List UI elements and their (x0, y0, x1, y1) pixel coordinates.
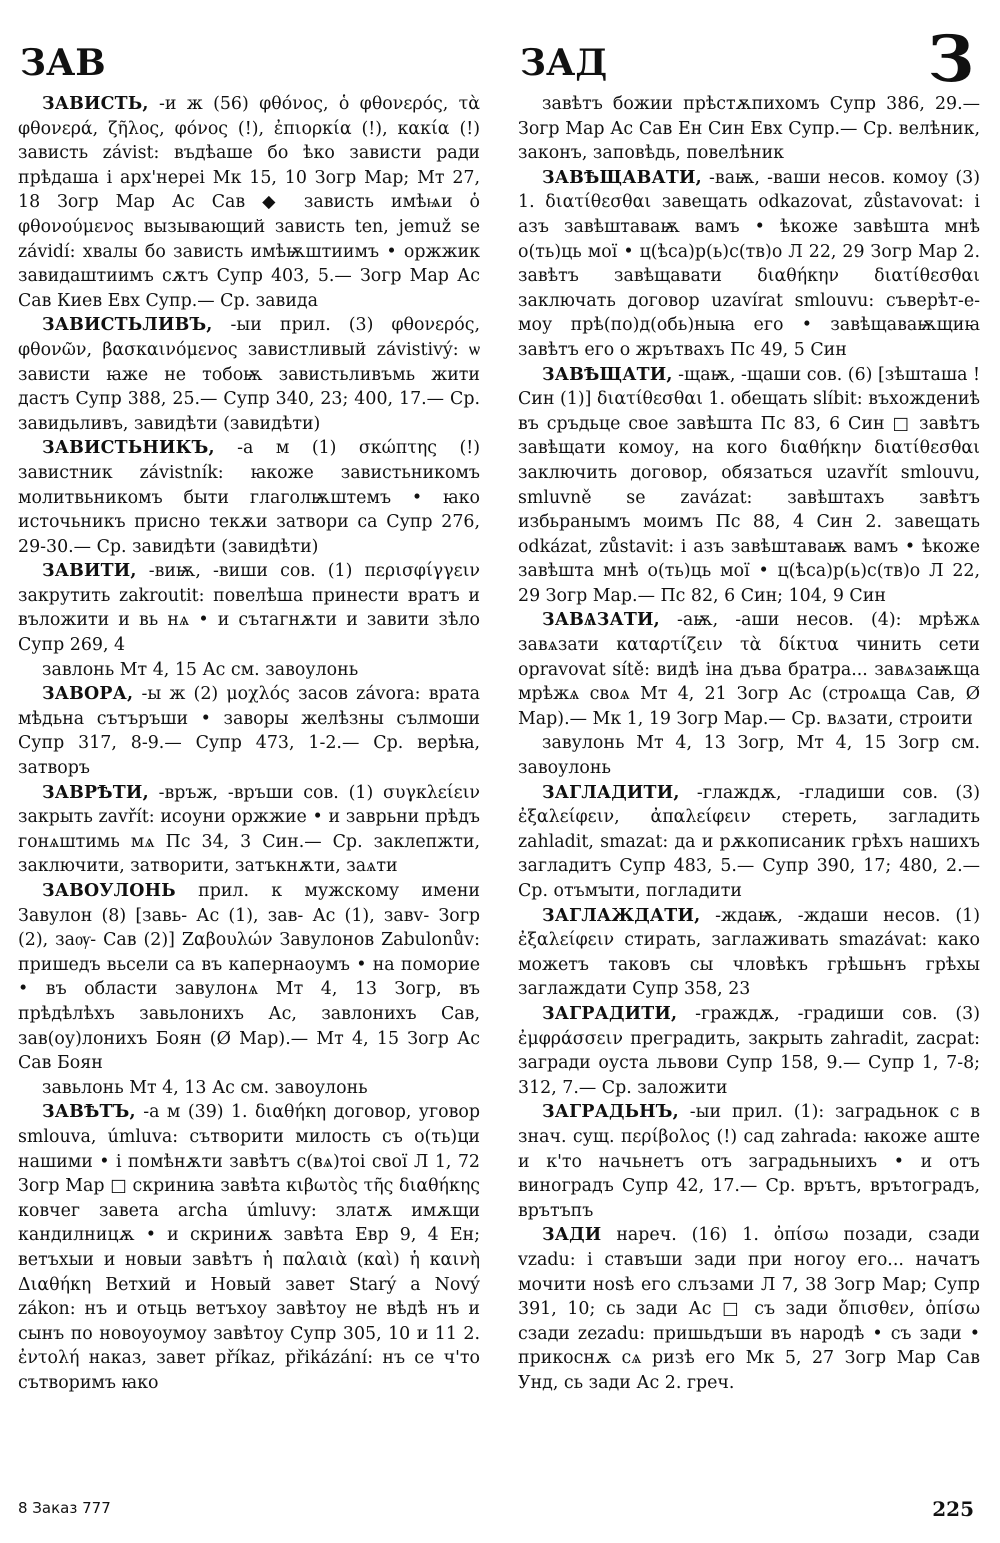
entry-text: -връж, -връши сов. (1) συγκλείειν закрыть zavřít: исоуни оржжие • и заврьни прѣдъ гонѧштимь мѧ Пс 34, 3 Син.— Ср. заклепжти, заключити, затворити, затъкнѫти, заѧти (18, 782, 480, 877)
entry-text: -глаждѫ, -гладиши сов. (3) ἐξαλείφειν, ἀπαλείφειν стереть, загладить zahladit, smazat: да и рѫкописаник грѣхъ нашихъ загладитъ Супр 483, 5.— Супр 390, 17; 480, 2.— Ср. отъмꙑти, погладити (518, 782, 980, 901)
entry-text: завьлонь Мт 4, 13 Ас см. завоулонь (42, 1077, 368, 1098)
entry-text: -щаѭ, -щаши сов. (6) [зѣшташа ! Син (1)] διατίθεσθαι 1. обещать slíbit: въхождениѣ въ сръдьце свое завѣшта Пс 83, 6 Син □ завѣтъ завѣщати комоу, на кого διαθήκην διατίθεσθαι заключить договор, обязаться uzavřít smlouvu, smluvně se zavázat: завѣштахъ завѣтъ избьранымъ моимъ Пс 88, 4 Син 2. завещать odkázat, zůstavit: і азъ завѣштаваѭ вамъ • ѣкоже завѣшта мнѣ о(ть)ць мої • ц(ѣса)р(ь)с(тв)о Л 22, 29 Зогр Мар.— Пс 82, 6 Син; 104, 9 Син (518, 364, 980, 606)
entry-headword: ЗАГРАДИТИ, (542, 1003, 678, 1024)
dictionary-entry (18, 559, 480, 657)
dictionary-entry (518, 1223, 980, 1395)
entry-text: -ыи прил. (3) φθονερός, φθονῶν, βασκαινόμενος завистливый závistivý: ѡ зависти ꙗже не тобоѭ завистьливъмь жити дастъ Супр 388, 25.— Супр 340, 23; 400, 17.— Ср. завидьливъ, завидѣти (завидѣти) (18, 315, 480, 434)
dictionary-entry (18, 682, 480, 780)
dictionary-entry (18, 92, 480, 313)
dictionary-entry (518, 608, 980, 731)
dictionary-entry (18, 1100, 480, 1395)
entry-text: -а м (39) 1. διαθήκη договор, уговор smlouva, úmluva: сътворити милость съ о(ть)ци нашими • і помѣнѫти завѣтъ с(вѧ)тоі свої Л 1, 72 Зогр Мар □ скриниꙗ завѣта κιβωτὸς τῆς διαθήκης ковчег завета archa úmluvy: златѫ имѫщи кандилницѫ • и скриниѫ завѣта Евр 9, 4 Ен; ветъхыи и новыи завѣтъ ἡ παλαιὰ (καὶ) ἡ καινὴ Διαθήκη Ветхий и Новый завет Starý a Nový zákon: нъ и отьць ветъхоу завѣтоу не вѣдѣ нъ и сынъ по новоуоумоу завѣтоу Супр 305, 10 и 11 2. ἐντολή наказ, завет příkaz, přikázání: нъ се ч'то сътворимъ ꙗко (18, 1102, 480, 1393)
right-column (518, 92, 980, 1477)
dictionary-entry (518, 166, 980, 363)
dictionary-entry (518, 1002, 980, 1100)
entry-text: -аѭ, -аши несов. (4): мрѣжѧ завѧзати καταρτίζειν τὰ δίκτυα чинить сети opravovat sítě: видѣ іна дъва братра... завѧзаѭща мрѣжѧ своѧ Мт 4, 21 Зогр Ас (строѧща Сав, Ø Мар).— Мк 1, 19 Зогр Мар.— Ср. вѧзати, строити (518, 610, 980, 729)
entry-headword: ЗАГЛАЖДАТИ, (542, 905, 701, 926)
entry-text: -ваѭ, -ваши несов. комоу (3) 1. διατίθεσθαι завещать odkazovat, zůstavovat: і азъ завѣштаваѭ вамъ • ѣкоже завѣшта мнѣ о(ть)ць мої • ц(ѣса)р(ь)с(тв)о Л 22, 29 Зогр Мар 2. завѣтъ завѣщавати διαθήκην διατίθεσθαι заключать договор uzavírat smlouvu: съверѣт-е-моу прѣ(по)д(обь)ныꙗ его • завѣщаваѭщиꙗ завѣтъ его о жрътвахъ Пс 49, 5 Син (518, 167, 980, 360)
left-column (18, 92, 480, 1477)
entry-text: прил. к мужскому имени Завулон (8) [завь- Ас (1), зав- Ас (1), завv- Зогр (2), заѹ- Сав (2)] Ζαβουλών Завулонов Zabulonův: пришедъ вьсели са въ капернаоумъ • на поморие • въ области завулонѧ Мт 4, 13 Зогр, въ прѣдѣлѣхъ завьлонихъ Ас, завлонихъ Сав, зав(оу)лонихъ Боян (Ø Мар).— Мт 4, 15 Зогр Ас Сав Боян (18, 881, 480, 1074)
page-number: 225 (932, 1497, 974, 1521)
page-footer (0, 1497, 1000, 1527)
dictionary-entry (518, 781, 980, 904)
entry-headword: ЗАВИСТЬ, (42, 94, 149, 114)
entry-text: завулонь Мт 4, 13 Зогр, Мт 4, 15 Зогр см. завоулонь (518, 733, 980, 779)
entry-text: завлонь Мт 4, 15 Ас см. завоулонь (42, 659, 359, 680)
dictionary-entry (518, 92, 980, 166)
dictionary-entry (518, 731, 980, 780)
entry-text: -виѭ, -виши сов. (1) περισφίγγειν закрутить zakroutit: повелѣша принести вратъ и въложити и вь нѧ • и сътагнѫти и завити зѣло Супр 269, 4 (18, 561, 480, 656)
entry-text: завѣтъ божии прѣстѫпихомъ Супр 386, 29.— Зогр Мар Ас Сав Ен Син Евх Супр.— Ср. велѣник, законъ, заповѣдь, повелѣник (518, 94, 980, 164)
dictionary-entry (18, 879, 480, 1076)
dictionary-entry (18, 436, 480, 559)
entry-headword: ЗАВИСТЬЛИВЪ, (42, 315, 213, 336)
entry-text: -граждѫ, -градиши сов. (3) ἐμφράσσειν преградить, закрыть zahradit, zacpat: загради оуста львови Супр 158, 9.— Супр 1, 7-8; 312, 7.— Ср. заложити (518, 1003, 980, 1098)
running-header (0, 22, 1000, 98)
dictionary-entry (18, 781, 480, 879)
dictionary-entry (18, 1076, 480, 1101)
header-mid-word: ЗАД (520, 42, 608, 84)
entry-text: -ждаѭ, -ждаши несов. (1) ἐξαλείφειν стирать, заглаживать smazávat: како можетъ таковъ сы чловѣкъ грѣшьнъ грѣхы заглаждати Супр 358, 23 (518, 905, 980, 1000)
entry-headword: ЗАГРАДЬНЪ, (542, 1102, 679, 1123)
header-letter: З (927, 22, 974, 97)
dictionary-entry (518, 904, 980, 1002)
header-left-word: ЗАВ (20, 42, 106, 84)
entry-headword: ЗАВИТИ, (42, 561, 137, 582)
footer-signature: 8 Заказ 777 (18, 1499, 111, 1517)
entry-headword: ЗАВѦЗАТИ, (542, 610, 660, 631)
entry-headword: ЗАГЛАДИТИ, (542, 782, 680, 803)
entry-text: -а м (1) σκώπτης (!) завистник závistník: ꙗкоже завистьникомъ молитвьникомъ быти глаголѭштемъ • ꙗко источьникъ присно текѫи затвори са Супр 276, 29-30.— Ср. завидѣти (завидѣти) (18, 438, 480, 557)
dictionary-entry (518, 363, 980, 609)
entry-headword: ЗАВѢТЪ, (42, 1102, 136, 1123)
entry-headword: ЗАВОУЛОНЬ (42, 881, 176, 901)
entry-text: -и ж (56) φθόνος, ὁ φθονερός, τὰ φθονερά, ζῆλος, φόνος (!), ἐπιορκία (!), κακία (!) зависть závist: въдѣаше бо ѣко зависти ради прѣдаша і арх'нереі Мк 15, 10 Зогр Мар; Мт 27, 18 Зогр Мар Ас Сав ◆ зависть имѣѩи ὁ φθονούμενος вызывающий зависть ten, jemuž se závidí: хвалы бо зависть имѣѭштиимъ • оржжик завидаштиимъ сѫтъ Супр 403, 5.— Зогр Мар Ас Сав Киев Евх Супр.— Ср. завида (18, 94, 480, 311)
entry-headword: ЗАВОРА, (42, 684, 134, 705)
entry-headword: ЗАВИСТЬНИКЪ, (42, 438, 215, 459)
entry-headword: ЗАВРѢТИ, (42, 782, 149, 803)
entry-text: -ыи прил. (1): заградьнок с в знач. сущ. περίβολος (!) сад zahrada: ꙗкоже аште и к'то начьнетъ отъ заградьныихъ • и отъ виноградъ Супр 42, 17.— Ср. врътъ, врътоградъ, врътъпъ (518, 1102, 980, 1221)
entry-text: нареч. (16) 1. ὀπίσω позади, сзади vzadu: і ставъши зади при ногоу его... начатъ мочити ноѕѣ его слъзами Л 7, 38 Зогр Мар; Супр 391, 10; сь зади Ас □ съ зади ὄπισθεν, ὀπίσω сзади zezadu: пришьдъши въ народѣ • съ зади • прикоснѫ сѧ ризѣ его Мк 5, 27 Зогр Мар Сав Унд, сь зади Ас 2. греч. (518, 1225, 980, 1393)
entry-headword: ЗАВѢЩАТИ, (542, 364, 673, 385)
dictionary-entry (18, 658, 480, 683)
entry-headword: ЗАДИ (542, 1225, 602, 1246)
dictionary-entry (518, 1100, 980, 1223)
entry-text: -ы ж (2) μοχλός засов závora: врата мѣдьна сътъръши • заворы желѣзны сълмоши Супр 317, 8-9.— Супр 473, 1-2.— Ср. верѣꙗ, затворъ (18, 684, 480, 779)
dictionary-entry (18, 313, 480, 436)
entry-headword: ЗАВѢЩАВАТИ, (542, 167, 702, 188)
